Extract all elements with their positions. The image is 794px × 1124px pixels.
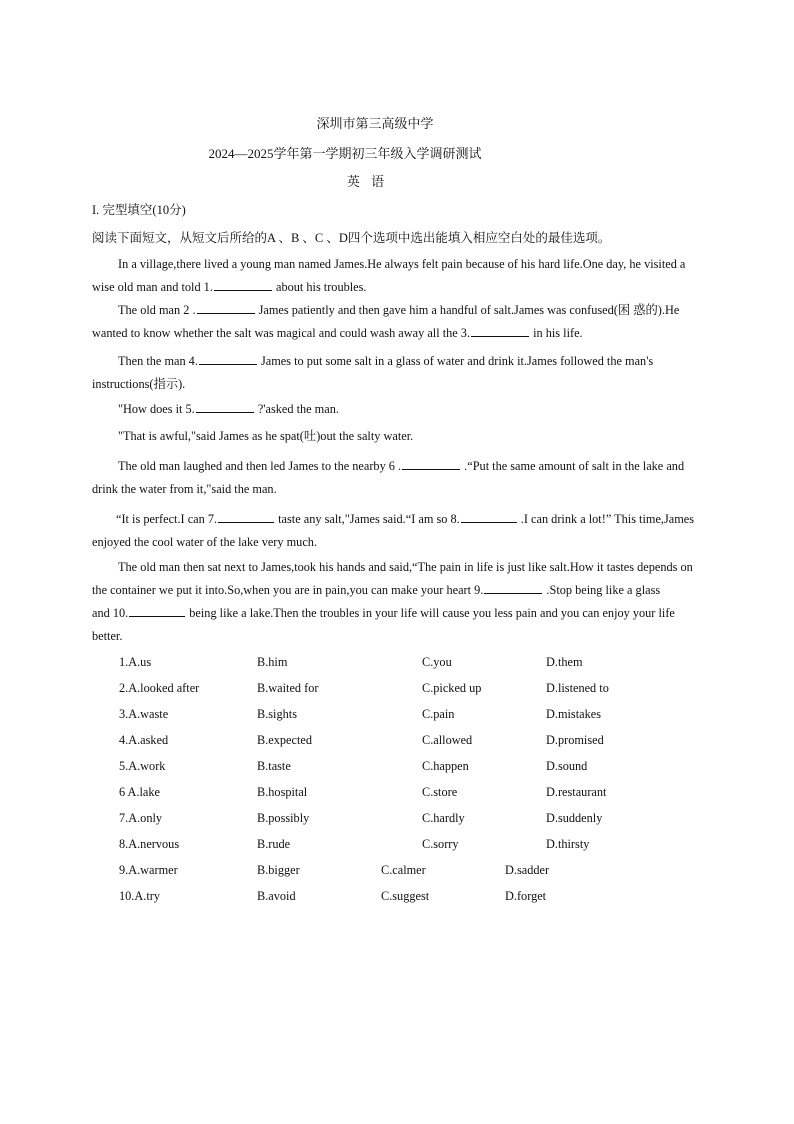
passage-text: being like a lake.Then the troubles in your life will cause you less pain and you can enjoy your life [186,606,675,620]
option-b: B.rude [257,837,291,851]
exam-title: 2024—2025学年第一学期初三年级入学调研测试 [208,146,482,161]
passage-text: .I can drink a lot!” This time,James [517,512,695,526]
blank-4 [199,350,257,365]
option-d: D.sound [546,759,588,773]
option-b: B.him [257,655,288,669]
passage-text: wanted to know whether the salt was magical and could wash away all the 3. [92,326,471,340]
option-c: C.calmer [381,863,426,877]
option-c: C.allowed [422,733,473,747]
option-d: D.forget [505,889,547,903]
passage-line: The old man then sat next to James,took his hands and said,“The pain in life is just like salt.How it tastes depends on [118,560,693,574]
passage-line: drink the water from it,"said the man. [92,482,277,496]
paragraph-1 [92,253,700,299]
option-a: 3.A.waste [119,707,169,721]
paragraph-6 [92,455,700,501]
passage-text: ?'asked the man. [254,402,339,416]
option-d: D.restaurant [546,785,607,799]
passage-text: wise old man and told 1. [92,280,213,294]
option-d: D.mistakes [546,707,601,721]
option-a: 1.A.us [119,655,152,669]
passage-line: better. [92,629,123,643]
option-b: B.expected [257,733,312,747]
option-d: D.promised [546,733,604,747]
passage-line [92,579,700,602]
option-b: B.avoid [257,889,296,903]
paragraph-5 [92,425,700,448]
passage-text: “It is perfect.I can 7. [116,512,218,526]
option-c: C.pain [422,707,455,721]
option-c: C.picked up [422,681,482,695]
passage-line [92,350,700,373]
passage-text: "How does it 5. [118,402,195,416]
option-b: B.waited for [257,681,319,695]
passage-line: In a village,there lived a young man named James.He always felt pain because of his hard life.One day, he visited a [118,257,686,271]
option-a: 6 A.lake [119,785,160,799]
option-b: B.hospital [257,785,308,799]
option-a: 8.A.nervous [119,837,180,851]
option-a: 2.A.looked after [119,681,200,695]
option-a: 7.A.only [119,811,163,825]
passage-line: enjoyed the cool water of the lake very much. [92,535,318,549]
passage-text: about his troubles. [272,280,367,294]
blank-5 [196,398,254,413]
option-b: B.possibly [257,811,310,825]
paragraph-3 [92,350,700,396]
school-name: 深圳市第三高级中学 [316,116,434,131]
paragraph-8 [92,556,700,648]
option-d: D.them [546,655,583,669]
option-d: D.listened to [546,681,609,695]
passage-line [92,455,700,478]
passage-text: taste any salt,"James said.“I am so 8. [275,512,460,526]
passage-text: James patiently and then gave him a handful of salt.James was confused(困 惑的).He [255,303,680,317]
option-b: B.bigger [257,863,300,877]
blank-9 [484,579,542,594]
subject-title: 英 语 [346,174,389,189]
option-c: C.you [422,655,452,669]
blank-1 [214,276,272,291]
passage-line [92,276,700,299]
option-c: C.sorry [422,837,459,851]
passage-text: James to put some salt in a glass of water and drink it.James followed the man's [257,354,654,368]
passage-text: .“Put the same amount of salt in the lake and [461,459,685,473]
passage-text: Then the man 4. [118,354,198,368]
passage-line [92,322,700,345]
section-instruction: 阅读下面短文，从短文后所给的A 、B 、C 、D四个选项中选出能填入相应空白处的最佳选项。 [92,231,611,245]
option-a: 5.A.work [119,759,166,773]
passage-text: and 10. [92,606,129,620]
option-d: D.suddenly [546,811,603,825]
blank-6 [402,455,460,470]
option-b: B.taste [257,759,291,773]
option-c: C.hardly [422,811,465,825]
section-title: I. 完型填空(10分) [92,203,186,217]
passage-text: The old man laughed and then led James to the nearby 6 . [118,459,402,473]
passage-text: in his life. [530,326,583,340]
option-c: C.happen [422,759,469,773]
option-c: C.store [422,785,458,799]
passage-line [92,508,700,531]
blank-10 [129,602,185,617]
blank-3 [471,322,529,337]
passage-line [92,602,700,625]
blank-2 [197,299,255,314]
passage-text: the container we put it into.So,when you are in pain,you can make your heart 9. [92,583,484,597]
option-a: 10.A.try [119,889,160,903]
paragraph-2 [92,299,700,345]
passage-line: instructions(指示). [92,377,186,391]
option-d: D.thirsty [546,837,590,851]
option-b: B.sights [257,707,297,721]
option-a: 9.A.warmer [119,863,178,877]
passage-text: .Stop being like a glass [543,583,661,597]
option-a: 4.A.asked [119,733,169,747]
option-d: D.sadder [505,863,550,877]
passage-line [92,299,700,322]
passage-line: "That is awful,"said James as he spat(吐)out the salty water. [118,429,414,443]
blank-8 [461,508,517,523]
blank-7 [218,508,274,523]
paragraph-7 [92,508,700,554]
paragraph-4 [92,398,700,421]
passage-line [92,398,700,421]
option-c: C.suggest [381,889,430,903]
passage-text: The old man 2 . [118,303,196,317]
